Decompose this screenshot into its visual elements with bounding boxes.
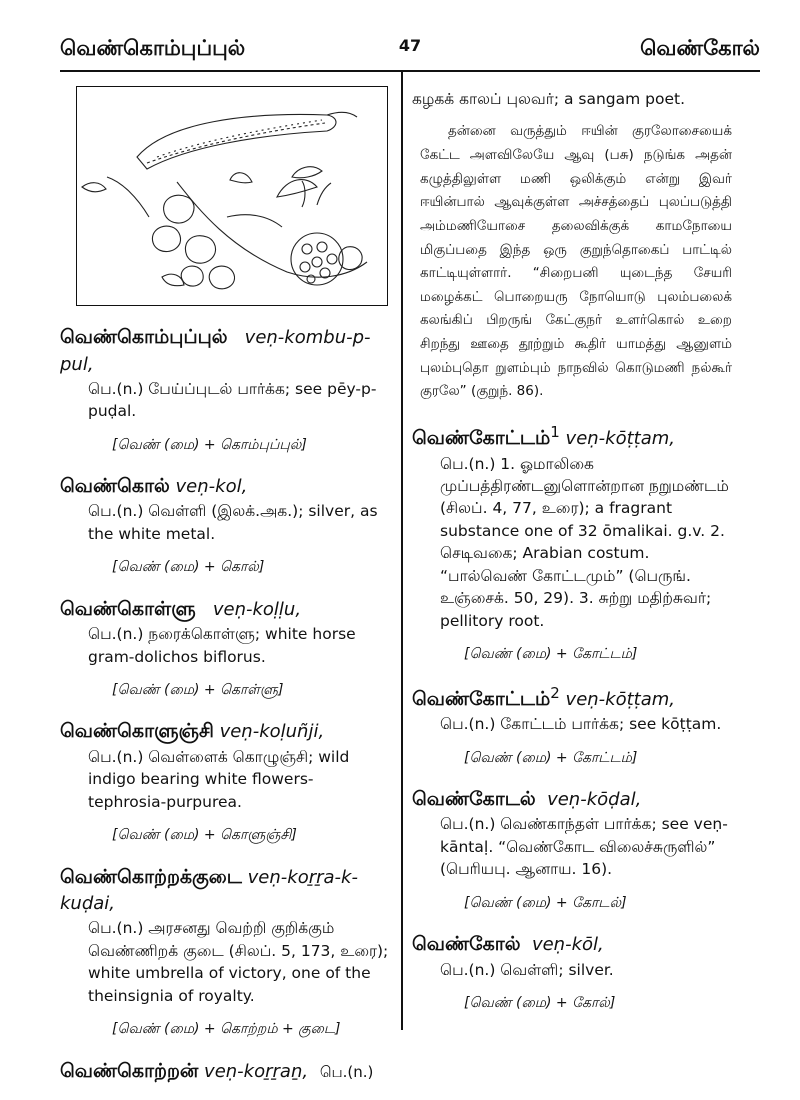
definition: பெ.(n.) வெள்ளி (இலக்.அக.); silver, as the white metal.	[88, 502, 378, 543]
etymology: [வெண் (மை) + கொள்ளு]	[112, 682, 284, 699]
headword: வெண்கொளுஞ்சி	[60, 720, 214, 743]
transliteration: veṇ-kōl,	[531, 934, 604, 956]
etymology: [வெண் (மை) + கொல்]	[112, 559, 265, 576]
page-header	[60, 30, 760, 72]
dictionary-entry	[60, 718, 390, 845]
transliteration: veṇ-koḷuñji,	[219, 721, 325, 743]
dictionary-entry	[412, 786, 732, 913]
etymology: [வெண் (மை) + கோட்டம்]	[464, 749, 638, 766]
continued-entry: கழகக் காலப் புலவர்; a sangam poet.	[412, 90, 686, 108]
definition: பெ.(n.) கோட்டம் பார்க்க; see kōṭṭam.	[440, 715, 722, 734]
dictionary-entry	[412, 683, 732, 768]
dictionary-entry	[60, 473, 390, 578]
homonym-number: 2	[550, 683, 560, 702]
dictionary-entry	[60, 1058, 390, 1086]
etymology: [வெண் (மை) + கோல்]	[464, 995, 616, 1012]
dictionary-entry	[60, 596, 390, 701]
definition: பெ.(n.) வெள்ளி; silver.	[440, 960, 614, 979]
etymology: [வெண் (மை) + கோடல்]	[464, 894, 627, 911]
etymology: [வெண் (மை) + கொம்புப்புல்]	[112, 436, 307, 453]
headword: வெண்கோட்டம்	[412, 426, 551, 449]
transliteration: veṇ-koṟṟaṉ,	[204, 1060, 309, 1082]
transliteration: veṇ-koḷḷu,	[212, 598, 302, 620]
headword: வெண்கொம்புப்புல்	[60, 326, 228, 348]
header-first-word: வெண்கொம்புப்புல்	[60, 36, 246, 60]
left-column	[60, 72, 390, 1085]
etymology: [வெண் (மை) + கோட்டம்]	[464, 646, 638, 663]
transliteration: veṇ-kōṭṭam,	[565, 427, 676, 449]
headword: வெண்கொற்றன்	[60, 1059, 199, 1082]
dictionary-entry	[412, 931, 732, 1013]
headword: வெண்கொள்ளு	[60, 597, 196, 620]
page-number: 47	[398, 36, 422, 55]
transliteration: veṇ-kol,	[175, 475, 248, 497]
transliteration: veṇ-kōṭṭam,	[565, 688, 676, 710]
plant-illustration-icon	[76, 86, 388, 306]
headword: வெண்கொற்றக்குடை	[60, 865, 242, 888]
etymology: [வெண் (மை) + கொற்றம் + குடை]	[112, 1021, 341, 1038]
definition: பெ.(n.) பேய்ப்புடல் பார்க்க; see pēy-p-puḍal.	[88, 379, 377, 421]
dictionary-entry	[60, 864, 390, 1040]
commentary-paragraph: தன்னை வருத்தும் ஈயின் குரலோசையைக் கேட்ட அளவிலேயே ஆவு (பசு) நடுங்க அதன் கழுத்திலுள்ள மணி ஒலிக்கும் என்று இவர் ஈயின்பால் ஆவுக்குள்ள அச்சத்தைப் புலப்படுத்தி அம்மணியோசை தலைவிக்குக் காமநோயை மிகுப்பதை இந்த ஒரு குறுந்தொகைப் பாட்டில் காட்டியுள்ளார். “சிறைபனி யுடைந்த சேயரி மழைக்கட் பொறையரு நோயொடு புலம்பலைக் கலங்கிப் பிறருங் கேட்குநர் உளர்கொல் உறை சிறந்து ஊதை தூற்றும் கூதிர் யாமத்து ஆனுளம் புலம்புதொ றுளம்பும் நாநவில் கொடுமணி நல்கூர் குரலே” (குறுந். 86).	[420, 123, 732, 400]
headword: வெண்கோல்	[412, 933, 521, 956]
dictionary-entry	[60, 324, 390, 455]
header-last-word: வெண்கோல்	[640, 36, 760, 60]
definition: பெ.(n.) அரசனது வெற்றி குறிக்கும் வெண்ணிறக் குடை (சிலப். 5, 173, உரை); white umbrella of victory, one of the theinsignia of royalty.	[88, 919, 389, 1005]
homonym-number: 1	[550, 422, 560, 441]
transliteration: veṇ-kōḍal,	[547, 788, 642, 810]
dictionary-entry	[412, 422, 732, 665]
definition: பெ.(n.) வெண்காந்தள் பார்க்க; see veṇ-kāntaḷ. “வெண்கோட விலைச்சுருளில்” (பெரியபு. ஆனாய. 16).	[440, 815, 728, 879]
transliteration: veṇ-koṟṟa-k-kuḍai,	[60, 866, 358, 915]
part-of-speech: பெ.(n.)	[319, 1062, 374, 1081]
definition: பெ.(n.) நரைக்கொள்ளு; white horse gram-dolichos biflorus.	[88, 625, 356, 666]
headword: வெண்கோட்டம்	[412, 687, 551, 710]
headword: வெண்கொல்	[60, 474, 170, 497]
right-column	[412, 84, 732, 1013]
headword: வெண்கோடல்	[412, 787, 536, 810]
etymology: [வெண் (மை) + கொளுஞ்சி]	[112, 827, 297, 844]
transliteration: veṇ-kombu-p-pul,	[60, 327, 371, 375]
definition: பெ.(n.) வெள்ளைக் கொழுஞ்சி; wild indigo bearing white flowers-tephrosia-purpurea.	[88, 747, 350, 811]
column-divider	[401, 72, 403, 1030]
definition: பெ.(n.) 1. ஓமாலிகை முப்பத்திரண்டனுளொன்றான நறுமண்டம் (சிலப். 4, 77, உரை); a fragrant substance one of 32 ōmalikai. g.v. 2. செடிவகை; Arabian costum. “பால்வெண் கோட்டமும்” (பெருங். உஞ்சைக். 50, 29). 3. சுற்று மதிற்சுவர்; pellitory root.	[440, 454, 729, 630]
